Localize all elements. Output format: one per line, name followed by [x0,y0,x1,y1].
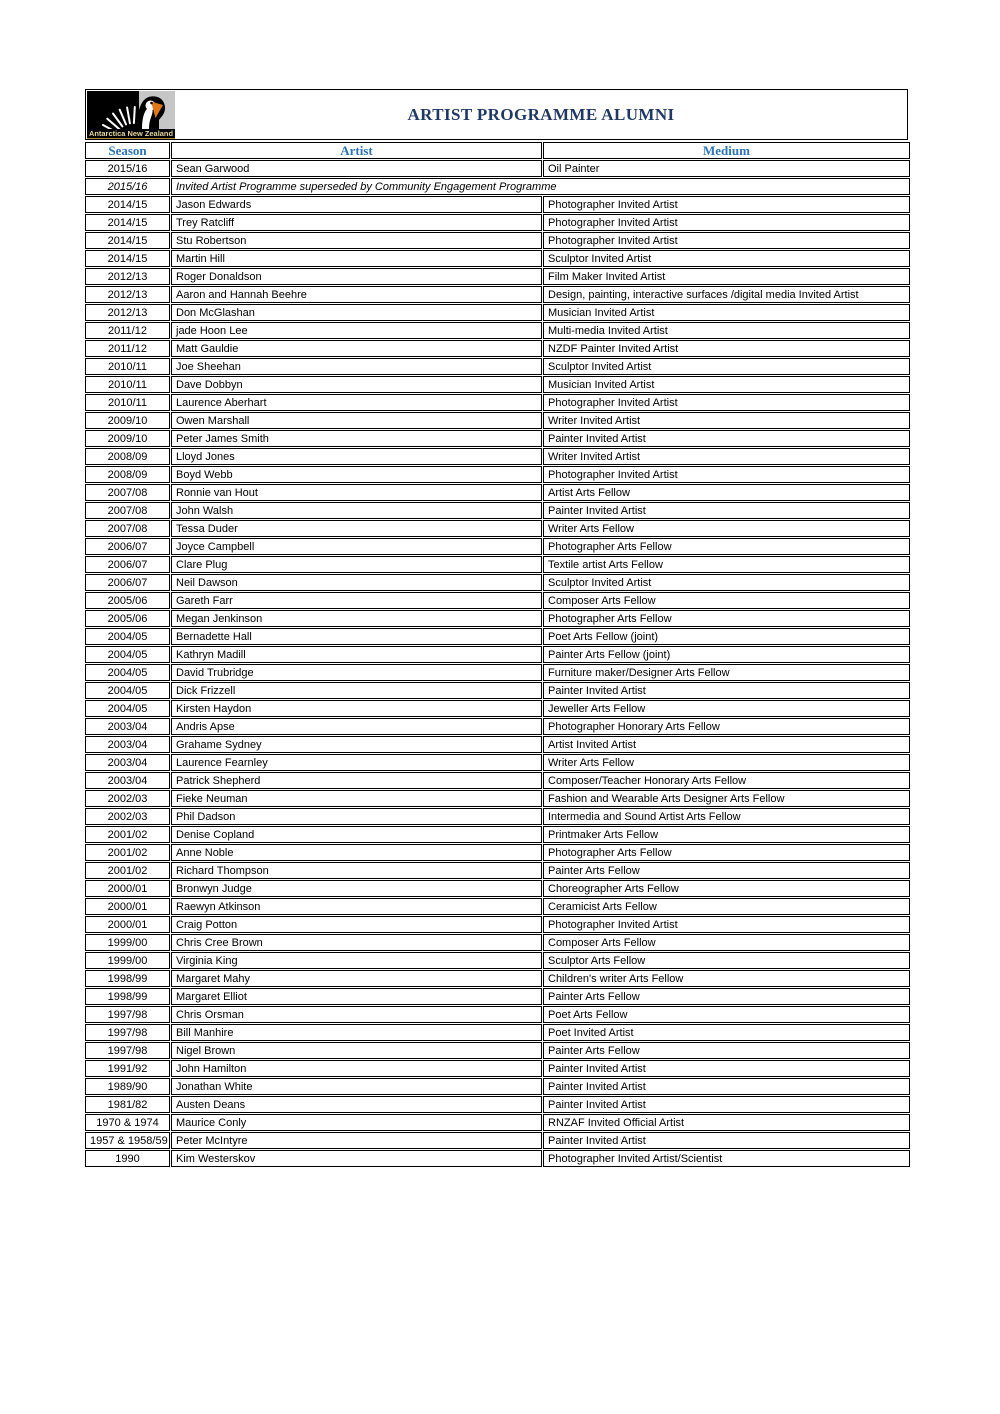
season-cell: 2006/07 [85,556,170,573]
season-cell: 2005/06 [85,610,170,627]
table-row [85,1114,910,1131]
table-row [85,916,910,933]
artist-cell: Patrick Shepherd [171,772,542,789]
medium-cell: Ceramicist Arts Fellow [543,898,910,915]
artist-cell: Raewyn Atkinson [171,898,542,915]
season-cell: 2004/05 [85,682,170,699]
medium-cell: NZDF Painter Invited Artist [543,340,910,357]
artist-cell: Kirsten Haydon [171,700,542,717]
season-cell: 1970 & 1974 [85,1114,170,1131]
table-row [85,1096,910,1113]
season-cell: 2002/03 [85,808,170,825]
season-cell: 2009/10 [85,412,170,429]
artist-cell: Gareth Farr [171,592,542,609]
medium-cell: Furniture maker/Designer Arts Fellow [543,664,910,681]
artist-cell: Owen Marshall [171,412,542,429]
medium-cell: Painter Invited Artist [543,1060,910,1077]
season-cell: 1997/98 [85,1042,170,1059]
table-row [85,880,910,897]
season-cell: 1999/00 [85,952,170,969]
season-cell: 2007/08 [85,502,170,519]
table-row [85,988,910,1005]
medium-cell: Painter Arts Fellow [543,1042,910,1059]
medium-cell: Jeweller Arts Fellow [543,700,910,717]
column-header-season: Season [85,142,170,159]
table-row [85,610,910,627]
table-row [85,1150,910,1167]
table-row [85,862,910,879]
table-row [85,844,910,861]
table-row [85,178,910,195]
table-row [85,952,910,969]
medium-cell: RNZAF Invited Official Artist [543,1114,910,1131]
medium-cell: Photographer Invited Artist/Scientist [543,1150,910,1167]
artist-cell: Boyd Webb [171,466,542,483]
table-row [85,970,910,987]
logo-caption: Antarctica New Zealand [89,131,173,139]
medium-cell: Sculptor Invited Artist [543,574,910,591]
artist-cell: Sean Garwood [171,160,542,177]
medium-cell: Composer/Teacher Honorary Arts Fellow [543,772,910,789]
medium-cell: Photographer Invited Artist [543,916,910,933]
season-cell: 2012/13 [85,286,170,303]
season-cell: 2000/01 [85,880,170,897]
artist-cell: Don McGlashan [171,304,542,321]
artist-cell: Margaret Elliot [171,988,542,1005]
artist-cell: Joyce Campbell [171,538,542,555]
season-cell: 2004/05 [85,646,170,663]
season-cell: 2003/04 [85,772,170,789]
artist-cell: Aaron and Hannah Beehre [171,286,542,303]
artist-cell: Margaret Mahy [171,970,542,987]
table-row [85,502,910,519]
medium-cell: Design, painting, interactive surfaces /digital media Invited Artist [543,286,910,303]
season-cell: 1991/92 [85,1060,170,1077]
artist-cell: Anne Noble [171,844,542,861]
table-row [85,286,910,303]
medium-cell: Writer Invited Artist [543,412,910,429]
artist-cell: jade Hoon Lee [171,322,542,339]
table-row [85,718,910,735]
medium-cell: Composer Arts Fellow [543,592,910,609]
artist-cell: Trey Ratcliff [171,214,542,231]
medium-cell: Photographer Invited Artist [543,394,910,411]
table-row [85,736,910,753]
medium-cell: Photographer Arts Fellow [543,538,910,555]
medium-cell: Painter Arts Fellow (joint) [543,646,910,663]
artist-cell: Neil Dawson [171,574,542,591]
season-cell: 2015/16 [85,160,170,177]
medium-cell: Photographer Invited Artist [543,214,910,231]
table-row [85,592,910,609]
artist-cell: Chris Orsman [171,1006,542,1023]
artist-cell: Ronnie van Hout [171,484,542,501]
table-row [85,664,910,681]
artist-cell: Tessa Duder [171,520,542,537]
artist-cell: Jonathan White [171,1078,542,1095]
table-row [85,826,910,843]
season-cell: 2011/12 [85,322,170,339]
table-row [85,934,910,951]
table-row [85,394,910,411]
medium-cell: Artist Invited Artist [543,736,910,753]
medium-cell: Photographer Arts Fellow [543,610,910,627]
medium-cell: Poet Arts Fellow (joint) [543,628,910,645]
table-row [85,466,910,483]
artist-cell: Lloyd Jones [171,448,542,465]
medium-cell: Intermedia and Sound Artist Arts Fellow [543,808,910,825]
artist-cell: Megan Jenkinson [171,610,542,627]
table-row [85,772,910,789]
table-row [85,160,910,177]
alumni-table-header [85,142,910,159]
artist-cell: Joe Sheehan [171,358,542,375]
season-cell: 2009/10 [85,430,170,447]
antarctica-nz-logo [87,91,175,139]
artist-cell: Kathryn Madill [171,646,542,663]
season-cell: 2001/02 [85,844,170,861]
artist-cell: Chris Cree Brown [171,934,542,951]
medium-cell: Artist Arts Fellow [543,484,910,501]
season-cell: 2014/15 [85,250,170,267]
season-cell: 2005/06 [85,592,170,609]
column-header-medium: Medium [543,142,910,159]
table-row [85,304,910,321]
medium-cell: Children's writer Arts Fellow [543,970,910,987]
season-cell: 2006/07 [85,574,170,591]
artist-cell: Grahame Sydney [171,736,542,753]
artist-cell: Bill Manhire [171,1024,542,1041]
artist-cell: Nigel Brown [171,1042,542,1059]
artist-cell: Austen Deans [171,1096,542,1113]
artist-cell: Bronwyn Judge [171,880,542,897]
medium-cell: Writer Invited Artist [543,448,910,465]
season-cell: 1997/98 [85,1006,170,1023]
table-row [85,1042,910,1059]
season-cell: 2014/15 [85,196,170,213]
medium-cell: Multi-media Invited Artist [543,322,910,339]
note-cell: Invited Artist Programme superseded by Community Engagement Programme [171,178,910,195]
season-cell: 1998/99 [85,970,170,987]
table-row [85,484,910,501]
medium-cell: Writer Arts Fellow [543,754,910,771]
table-row [85,574,910,591]
table-row [85,646,910,663]
season-cell: 1998/99 [85,988,170,1005]
table-row [85,700,910,717]
medium-cell: Photographer Honorary Arts Fellow [543,718,910,735]
medium-cell: Film Maker Invited Artist [543,268,910,285]
table-row [85,628,910,645]
artist-cell: Bernadette Hall [171,628,542,645]
season-cell: 2008/09 [85,448,170,465]
table-row [85,340,910,357]
season-cell: 2011/12 [85,340,170,357]
artist-cell: Laurence Fearnley [171,754,542,771]
medium-cell: Oil Painter [543,160,910,177]
column-header-artist: Artist [171,142,542,159]
season-cell: 2003/04 [85,718,170,735]
season-cell: 2004/05 [85,664,170,681]
season-cell: 2000/01 [85,898,170,915]
table-row [85,430,910,447]
artist-cell: Peter McIntyre [171,1132,542,1149]
season-cell: 2007/08 [85,484,170,501]
medium-cell: Choreographer Arts Fellow [543,880,910,897]
artist-cell: Dick Frizzell [171,682,542,699]
season-cell: 2014/15 [85,232,170,249]
season-cell: 2010/11 [85,376,170,393]
medium-cell: Poet Invited Artist [543,1024,910,1041]
season-cell: 2003/04 [85,754,170,771]
table-row [85,808,910,825]
medium-cell: Painter Arts Fellow [543,862,910,879]
season-cell: 2010/11 [85,394,170,411]
artist-cell: Peter James Smith [171,430,542,447]
alumni-table [84,141,911,1168]
table-row [85,358,910,375]
medium-cell: Musician Invited Artist [543,304,910,321]
table-row [85,1024,910,1041]
artist-cell: Roger Donaldson [171,268,542,285]
document-sheet [85,89,908,1168]
table-row [85,1006,910,1023]
medium-cell: Sculptor Arts Fellow [543,952,910,969]
season-cell: 1990 [85,1150,170,1167]
table-row [85,520,910,537]
table-row [85,682,910,699]
table-row [85,538,910,555]
table-row [85,412,910,429]
season-cell: 1989/90 [85,1078,170,1095]
artist-cell: John Hamilton [171,1060,542,1077]
season-cell: 2000/01 [85,916,170,933]
table-row [85,790,910,807]
table-row [85,754,910,771]
season-cell: 2008/09 [85,466,170,483]
artist-cell: John Walsh [171,502,542,519]
artist-cell: Phil Dadson [171,808,542,825]
artist-cell: Craig Potton [171,916,542,933]
artist-cell: Kim Westerskov [171,1150,542,1167]
table-row [85,322,910,339]
season-cell: 1999/00 [85,934,170,951]
table-row [85,1132,910,1149]
artist-cell: Clare Plug [171,556,542,573]
artist-cell: Andris Apse [171,718,542,735]
artist-cell: Stu Robertson [171,232,542,249]
penguin-koru-icon [87,91,175,139]
season-cell: 2006/07 [85,538,170,555]
medium-cell: Fashion and Wearable Arts Designer Arts Fellow [543,790,910,807]
artist-cell: Denise Copland [171,826,542,843]
table-row [85,556,910,573]
season-cell: 2015/16 [85,178,170,195]
alumni-table-body [85,160,910,1167]
medium-cell: Photographer Invited Artist [543,232,910,249]
medium-cell: Photographer Arts Fellow [543,844,910,861]
artist-cell: Fieke Neuman [171,790,542,807]
table-row [85,898,910,915]
table-row [85,448,910,465]
medium-cell: Painter Invited Artist [543,682,910,699]
medium-cell: Sculptor Invited Artist [543,358,910,375]
document-header-band [85,89,908,140]
medium-cell: Composer Arts Fellow [543,934,910,951]
table-row [85,196,910,213]
medium-cell: Painter Invited Artist [543,430,910,447]
season-cell: 2012/13 [85,304,170,321]
season-cell: 2007/08 [85,520,170,537]
table-row [85,250,910,267]
medium-cell: Poet Arts Fellow [543,1006,910,1023]
season-cell: 2002/03 [85,790,170,807]
season-cell: 1957 & 1958/59 [85,1132,170,1149]
medium-cell: Painter Invited Artist [543,1096,910,1113]
artist-cell: Martin Hill [171,250,542,267]
medium-cell: Painter Arts Fellow [543,988,910,1005]
medium-cell: Photographer Invited Artist [543,466,910,483]
season-cell: 2004/05 [85,700,170,717]
table-row [85,232,910,249]
table-row [85,268,910,285]
artist-cell: Laurence Aberhart [171,394,542,411]
season-cell: 2010/11 [85,358,170,375]
season-cell: 1981/82 [85,1096,170,1113]
table-row [85,1060,910,1077]
artist-cell: Richard Thompson [171,862,542,879]
medium-cell: Textile artist Arts Fellow [543,556,910,573]
season-cell: 2014/15 [85,214,170,231]
season-cell: 2003/04 [85,736,170,753]
artist-cell: Matt Gauldie [171,340,542,357]
medium-cell: Musician Invited Artist [543,376,910,393]
medium-cell: Writer Arts Fellow [543,520,910,537]
season-cell: 1997/98 [85,1024,170,1041]
artist-cell: Dave Dobbyn [171,376,542,393]
medium-cell: Photographer Invited Artist [543,196,910,213]
medium-cell: Printmaker Arts Fellow [543,826,910,843]
medium-cell: Painter Invited Artist [543,502,910,519]
table-row [85,214,910,231]
artist-cell: Maurice Conly [171,1114,542,1131]
table-row [85,1078,910,1095]
season-cell: 2001/02 [85,826,170,843]
medium-cell: Painter Invited Artist [543,1132,910,1149]
season-cell: 2001/02 [85,862,170,879]
season-cell: 2012/13 [85,268,170,285]
artist-cell: Jason Edwards [171,196,542,213]
table-row [85,376,910,393]
artist-cell: Virginia King [171,952,542,969]
header-row [85,142,910,159]
medium-cell: Painter Invited Artist [543,1078,910,1095]
page-title: ARTIST PROGRAMME ALUMNI [407,104,675,124]
artist-cell: David Trubridge [171,664,542,681]
season-cell: 2004/05 [85,628,170,645]
medium-cell: Sculptor Invited Artist [543,250,910,267]
